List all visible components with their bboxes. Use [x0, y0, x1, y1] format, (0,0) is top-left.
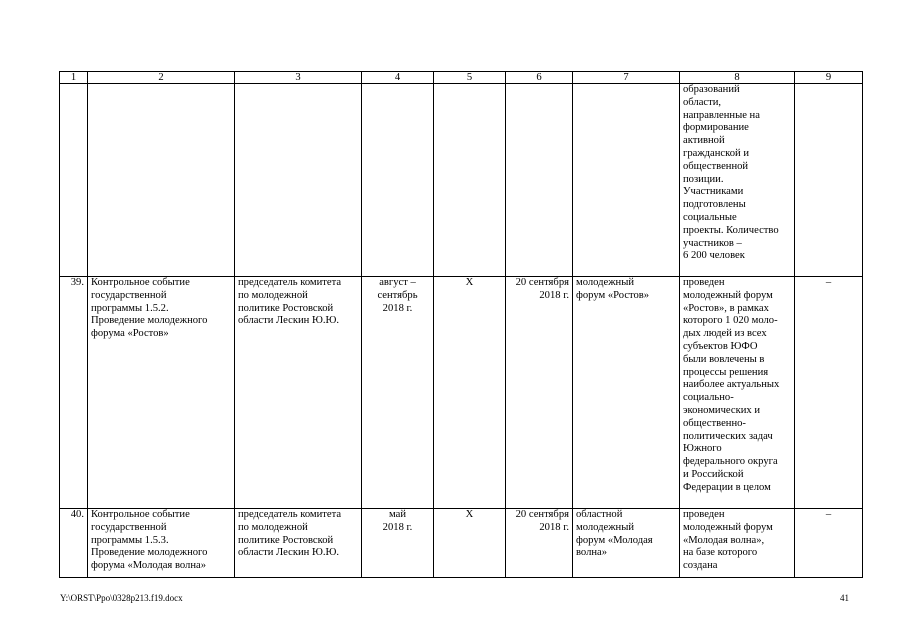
table-row: [60, 277, 863, 509]
column-header: 1: [60, 72, 88, 84]
column-header: 4: [362, 72, 434, 84]
note-cell: –: [795, 509, 863, 578]
date-cell: 20 сентября 2018 г.: [506, 277, 573, 509]
column-header: 2: [88, 72, 235, 84]
term-cell: [362, 84, 434, 277]
result-cell: проведен молодежный форум «Молодая волна», на базе которого создана: [680, 509, 795, 578]
row-number-cell: 39.: [60, 277, 88, 509]
date-cell: 20 сентября 2018 г.: [506, 509, 573, 578]
mark-cell: Х: [434, 277, 506, 509]
column-header: 8: [680, 72, 795, 84]
event-cell: [88, 84, 235, 277]
date-cell: [506, 84, 573, 277]
event-cell: Контрольное событие государственной программы 1.5.2. Проведение молодежного форума «Ростов»: [88, 277, 235, 509]
result-cell: проведен молодежный форум «Ростов», в рамках которого 1 020 моло- дых людей из всех субъектов ЮФО были вовлечены в процессы решения наиболее актуальных социально- экономических и общественно- политических задач Южного федерального округа и Российской Федерации в целом: [680, 277, 795, 509]
note-cell: –: [795, 277, 863, 509]
executor-cell: председатель комитета по молодежной политике Ростовской области Лескин Ю.Ю.: [235, 277, 362, 509]
table-row: [60, 84, 863, 277]
note-cell: [795, 84, 863, 277]
page-number: 41: [840, 593, 849, 603]
executor-cell: [235, 84, 362, 277]
report-table: [59, 71, 863, 578]
mark-cell: Х: [434, 509, 506, 578]
column-header: 6: [506, 72, 573, 84]
row-number-cell: [60, 84, 88, 277]
result-cell: образований области, направленные на формирование активной гражданской и общественной позиции. Участниками подготовлены социальные проекты. Количество участников – 6 200 человек: [680, 84, 795, 277]
term-cell: май 2018 г.: [362, 509, 434, 578]
file-path-footer: Y:\ORST\Ppo\0328p213.f19.docx: [60, 593, 183, 603]
column-number-row: [60, 72, 863, 84]
event-cell: Контрольное событие государственной программы 1.5.3. Проведение молодежного форума «Молодая волна»: [88, 509, 235, 578]
column-header: 7: [573, 72, 680, 84]
column-header: 5: [434, 72, 506, 84]
place-cell: молодежный форум «Ростов»: [573, 277, 680, 509]
place-cell: [573, 84, 680, 277]
place-cell: областной молодежный форум «Молодая волна»: [573, 509, 680, 578]
table-row: [60, 509, 863, 578]
executor-cell: председатель комитета по молодежной политике Ростовской области Лескин Ю.Ю.: [235, 509, 362, 578]
term-cell: август – сентябрь 2018 г.: [362, 277, 434, 509]
mark-cell: [434, 84, 506, 277]
row-number-cell: 40.: [60, 509, 88, 578]
column-header: 3: [235, 72, 362, 84]
column-header: 9: [795, 72, 863, 84]
